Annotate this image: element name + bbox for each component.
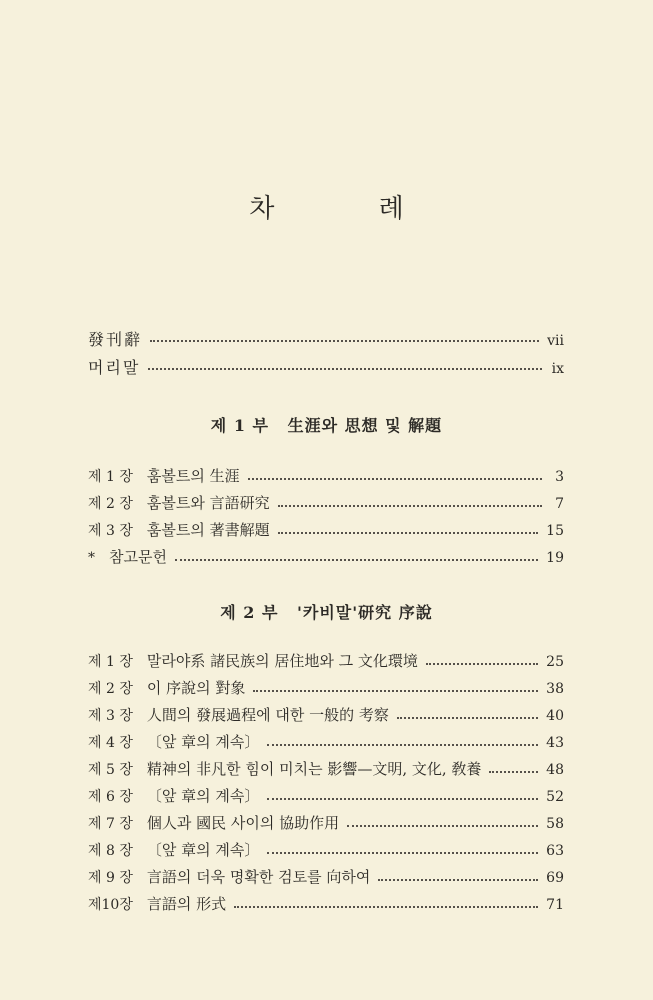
toc-entry: [88, 731, 564, 755]
dot-leader: [253, 690, 538, 692]
toc-entry: [88, 465, 564, 489]
toc-entry: [88, 519, 564, 543]
chapter-number: 제 8 장: [88, 843, 133, 859]
toc-entry: [88, 758, 564, 782]
chapter-number: 제 2 장: [88, 681, 133, 697]
toc-entry: [88, 866, 564, 890]
toc-entry-label: 훔볼트의 生涯: [146, 467, 240, 485]
chapter-number: 제 6 장: [88, 789, 133, 805]
part-title: 生涯와 思想 및 解題: [287, 416, 443, 435]
dot-leader: [347, 825, 538, 827]
toc-entry-label: 發刊辭: [88, 330, 143, 349]
toc-entry: [88, 492, 564, 516]
toc-entry-page: 3: [555, 469, 564, 485]
toc-entry-label: 人間의 發展過程에 대한 一般的 考察: [146, 706, 389, 724]
toc-entry-label: 말라야系 諸民族의 居住地와 그 文化環境: [146, 652, 418, 670]
chapter-number: 제 2 장: [88, 496, 133, 512]
toc-entry-preface: [88, 327, 564, 351]
part-title: '카비말'研究 序說: [297, 603, 433, 622]
toc-entry: [88, 812, 564, 836]
toc-entry-page: 58: [546, 816, 564, 832]
toc-entry-page: 63: [546, 843, 564, 859]
toc-entry-foreword: [88, 355, 564, 379]
toc-entry-page: 7: [555, 496, 564, 512]
toc-entry-label: 個人과 國民 사이의 協助作用: [146, 814, 340, 832]
toc-entry-page: 52: [546, 789, 564, 805]
toc-entry: [88, 839, 564, 863]
toc-entry-label: 〔앞 章의 계속〕: [146, 733, 260, 751]
chapter-number: 제 4 장: [88, 735, 133, 751]
dot-leader: [267, 798, 538, 800]
toc-entry-label: 훔볼트의 著書解題: [146, 521, 270, 539]
dot-leader: [489, 771, 538, 773]
toc-entry-page: ix: [551, 361, 564, 377]
toc-entry-label: 머리말: [88, 358, 141, 377]
part-number: 제 1 부: [210, 416, 269, 435]
toc-entry-page: 40: [546, 708, 564, 724]
toc-entry-label: 言語의 더욱 명확한 검토를 向하여: [146, 868, 371, 886]
toc-entry-label: 이 序說의 對象: [146, 679, 246, 697]
toc-entry: [88, 677, 564, 701]
dot-leader: [397, 717, 538, 719]
toc-entry: [88, 893, 564, 917]
dot-leader: [267, 744, 538, 746]
page-title: 차 례: [249, 194, 452, 224]
chapter-number: 제 9 장: [88, 870, 133, 886]
dot-leader: [267, 852, 538, 854]
chapter-number: 제 7 장: [88, 816, 133, 832]
dot-leader: [175, 559, 538, 561]
chapter-number: 제 1 장: [88, 469, 133, 485]
toc-entry: [88, 650, 564, 674]
toc-entry-page: 69: [546, 870, 564, 886]
part-number: 제 2 부: [220, 603, 279, 622]
toc-entry-label: 참고문헌: [109, 548, 167, 566]
toc-entry-page: 25: [546, 654, 564, 670]
toc-entry: [88, 785, 564, 809]
toc-entry-label: 〔앞 章의 계속〕: [146, 841, 260, 859]
dot-leader: [278, 505, 542, 507]
chapter-number: 제 1 장: [88, 654, 133, 670]
asterisk-marker: *: [88, 550, 95, 566]
toc-entry-page: 71: [546, 897, 564, 913]
toc-entry-label: 〔앞 章의 계속〕: [146, 787, 260, 805]
part-2-heading: [0, 600, 653, 623]
toc-entry: [88, 546, 564, 570]
toc-entry-page: 38: [546, 681, 564, 697]
toc-entry: [88, 704, 564, 728]
toc-entry-page: 15: [546, 523, 564, 539]
chapter-number: 제10장: [88, 897, 133, 913]
chapter-number: 제 5 장: [88, 762, 133, 778]
dot-leader: [248, 478, 542, 480]
dot-leader: [234, 906, 538, 908]
dot-leader: [150, 340, 539, 342]
toc-entry-label: 精神의 非凡한 힘이 미치는 影響—文明, 文化, 敎養: [146, 760, 482, 778]
toc-entry-page: 43: [546, 735, 564, 751]
dot-leader: [378, 879, 538, 881]
toc-entry-label: 言語의 形式: [146, 895, 227, 913]
chapter-number: 제 3 장: [88, 708, 133, 724]
part-1-heading: [0, 413, 653, 436]
chapter-number: 제 3 장: [88, 523, 133, 539]
toc-entry-page: 19: [546, 550, 564, 566]
dot-leader: [148, 368, 542, 370]
dot-leader: [426, 663, 538, 665]
toc-entry-page: vii: [547, 333, 564, 349]
toc-entry-page: 48: [546, 762, 564, 778]
toc-entry-label: 훔볼트와 言語研究: [146, 494, 270, 512]
dot-leader: [278, 532, 539, 534]
